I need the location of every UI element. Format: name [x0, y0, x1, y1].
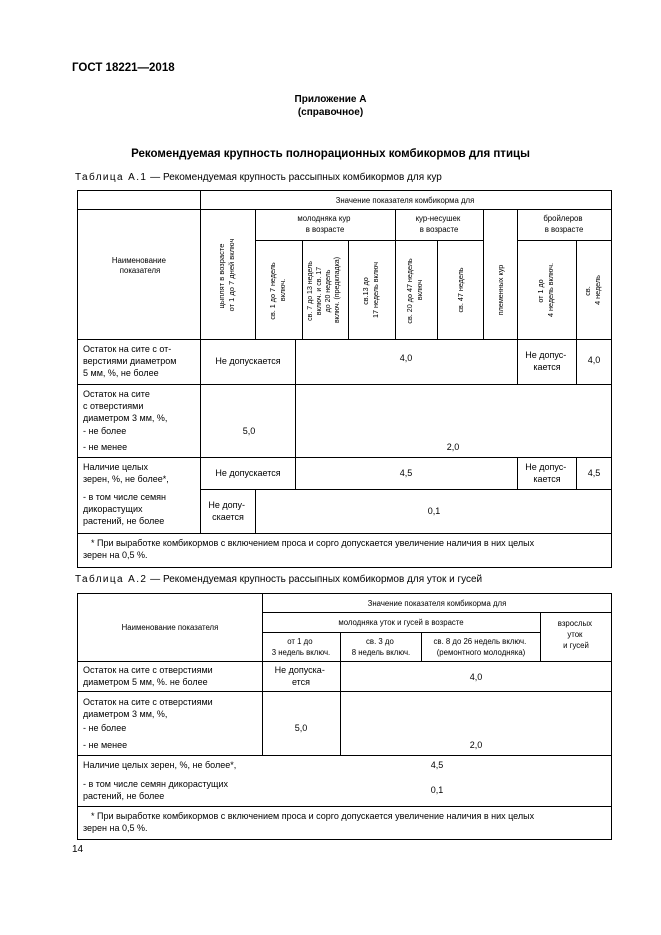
t1-r2-a: 5,0	[242, 426, 256, 436]
page-number: 14	[72, 844, 84, 855]
t1-breeding-line1: племенных кур	[496, 264, 505, 316]
appendix-title: Приложение А	[294, 94, 367, 105]
t1-broilers-group-line1: бройлеров	[543, 214, 583, 223]
table2-caption-text: — Рекомендуемая крупность рассыпных комбикормов для уток и гусей	[147, 574, 483, 585]
t1-young1-line2: включ.	[278, 278, 287, 302]
t1-r2-label-line3: диаметром 3 мм, %,	[83, 413, 168, 423]
t2-r1-label	[83, 665, 215, 687]
t1-r3-d: 4,5	[587, 468, 601, 478]
t2-r1-label-line1: Остаток на сите с отверстиями	[83, 665, 213, 675]
t1-r2-label	[83, 389, 167, 423]
t2-adults-line2: уток	[567, 630, 583, 639]
table2-caption	[75, 574, 482, 585]
t1-r4-label-line1: - в том числе семян	[83, 492, 167, 502]
t2-young2-line2: 8 недель включ.	[351, 648, 411, 657]
t1-young3-line1: св.13 до	[361, 277, 370, 305]
t1-young3-line2: 17 недель включ	[371, 262, 380, 318]
t2-adults-line3: и гусей	[563, 641, 589, 650]
t1-breeding-header	[496, 265, 505, 315]
t1-chicks-line1: цыплят в возрасте	[217, 243, 226, 309]
t2-footnote-line2: зерен на 0,5 %.	[83, 823, 148, 833]
t1-young-group	[297, 214, 352, 234]
t1-r4-a	[208, 500, 247, 522]
t1-r3-a: Не допускается	[215, 468, 281, 478]
t2-indicator-header: Наименование показателя	[121, 623, 219, 632]
t2-r2-max-label: - не более	[83, 723, 127, 733]
t2-r2-b: 2,0	[469, 740, 483, 750]
t2-r2-a: 5,0	[294, 723, 308, 733]
t1-r3-label-line2: зерен, %, не более*,	[83, 474, 169, 484]
t2-r4-a: 0,1	[430, 785, 444, 795]
t1-young2-header	[307, 257, 341, 323]
t1-r1-label-line3: 5 мм, %, не более	[83, 368, 159, 378]
t1-young2-line1: св. 7 до 13 недель	[307, 261, 314, 321]
t2-r1-a	[275, 665, 328, 687]
t1-r4-label-line2: дикорастущих	[83, 504, 143, 514]
t2-adults-header	[558, 619, 594, 650]
t1-footnote	[83, 538, 537, 560]
t1-r2-label-line2: с отверстиями	[83, 401, 144, 411]
t1-indicator-header	[112, 256, 168, 275]
t1-broilers1-line1: от 1 до	[536, 279, 545, 303]
t1-broilers2-line1: св.	[583, 286, 592, 296]
document-header: ГОСТ 18221—2018	[72, 62, 175, 74]
table2-caption-prefix: Таблица А.2	[75, 574, 148, 585]
main-title: Рекомендуемая крупность полнорационных комбикормов для птицы	[131, 148, 530, 160]
t1-r3-label	[83, 462, 169, 484]
t1-r1-a: Не допускается	[215, 356, 281, 366]
t1-r2-b: 2,0	[446, 442, 460, 452]
table1-grid	[78, 191, 612, 568]
t1-layers-group-line2: в возрасте	[419, 225, 459, 234]
t1-young3-header	[361, 262, 380, 318]
t1-r3-label-line1: Наличие целых	[83, 462, 148, 472]
t1-young2-line3: до 20 недель	[325, 269, 332, 313]
t2-value-group: Значение показателя комбикорма для	[367, 599, 507, 608]
t1-r4-label	[83, 492, 169, 526]
t1-r1-d: 4,0	[587, 355, 601, 365]
t1-indicator-line1: Наименование	[111, 256, 166, 265]
t1-broilers2-header	[583, 275, 602, 305]
table1-caption-text: — Рекомендуемая крупность рассыпных комбикормов для кур	[147, 172, 442, 183]
t1-layers2-line1: св. 47 недель	[456, 267, 465, 313]
t1-r1-label-line1: Остаток на сите с от-	[83, 344, 172, 354]
t1-r3-c-line2: кается	[533, 474, 561, 484]
t1-layers-group	[416, 214, 463, 234]
t1-young1-line1: св. 1 до 7 недель	[268, 262, 277, 320]
t1-broilers1-line2: 4 недель включ.	[546, 263, 555, 317]
t2-adults-line1: взрослых	[557, 619, 593, 628]
t1-r3-c	[525, 462, 569, 484]
t1-r1-c-line2: кается	[533, 362, 561, 372]
t2-young1-line1: от 1 до	[287, 637, 313, 646]
t1-young2-line2: включ. и св. 17	[316, 266, 323, 316]
t1-broilers2-line2: 4 недель	[593, 275, 602, 305]
t2-young1-line2: 3 недель включ.	[271, 648, 331, 657]
t2-r4-label-line2: растений, не более	[83, 791, 165, 801]
t2-young3-line1: св. 8 до 26 недель включ.	[433, 637, 527, 646]
t2-young3-header	[434, 637, 529, 657]
t1-r3-b: 4,5	[399, 468, 413, 478]
t1-r1-label	[83, 344, 179, 378]
table1-caption-prefix: Таблица А.1	[75, 172, 148, 183]
t1-broilers-group-line2: в возрасте	[544, 225, 584, 234]
t2-young-group: молодняка уток и гусей в возрасте	[338, 618, 464, 627]
t2-young2-line1: св. 3 до	[366, 637, 394, 646]
t1-broilers-group	[543, 214, 584, 234]
t1-young-group-line1: молодняка кур	[297, 214, 351, 223]
t1-layers2-header	[456, 267, 465, 312]
t1-r1-b: 4,0	[399, 353, 413, 363]
t2-r2-label	[83, 697, 215, 719]
t2-r1-b: 4,0	[469, 672, 483, 682]
t1-chicks-line2: от 1 до 7 дней включ	[227, 238, 236, 312]
t1-r3-c-line1: Не допус-	[525, 462, 567, 472]
t1-r1-c	[525, 350, 569, 372]
t2-footnote	[83, 811, 537, 833]
t2-r2-label-line2: диаметром 3 мм, %,	[83, 709, 168, 719]
t1-r2-min-label: - не менее	[83, 442, 128, 452]
t1-r4-a-line2: скается	[212, 512, 244, 522]
t1-r4-a-line1: Не допу-	[208, 500, 246, 510]
t1-r2-label-line1: Остаток на сите	[83, 389, 150, 399]
t2-r2-label-line1: Остаток на сите с отверстиями	[83, 697, 213, 707]
t1-young-group-line2: в возрасте	[305, 225, 345, 234]
t2-r4-label-line1: - в том числе семян дикорастущих	[83, 779, 228, 789]
t2-r3-label: Наличие целых зерен, %, не более*,	[83, 760, 237, 770]
t1-r4-label-line3: растений, не более	[83, 516, 165, 526]
t1-young2-line4: включ. (предкладка)	[334, 256, 341, 324]
t1-r4-b: 0,1	[427, 506, 441, 516]
t2-r2-min-label: - не менее	[83, 740, 128, 750]
t1-young1-header	[268, 260, 287, 319]
t1-broilers1-header	[536, 263, 555, 317]
t2-r1-a-line1: Не допуска-	[274, 665, 325, 675]
t1-r2-max-label: - не более	[83, 426, 127, 436]
t2-young1-header	[272, 637, 330, 657]
t1-layers1-line2: включ	[415, 279, 424, 301]
t1-r1-label-line2: верстиями диаметром	[83, 356, 177, 366]
t2-r1-a-line2: ется	[291, 677, 311, 687]
t2-r1-label-line2: диаметром 5 мм, %. не более	[83, 677, 208, 687]
t2-r3-a: 4,5	[430, 760, 444, 770]
t2-r4-label	[83, 779, 231, 801]
t2-footnote-line1: * При выработке комбикормов с включением проса и сорго допускается увеличение наличия в них целых	[91, 811, 535, 821]
t1-layers1-line1: св. 20 до 47 недель	[405, 258, 414, 324]
t1-chicks-header	[217, 239, 236, 312]
t1-footnote-line2: зерен на 0,5 %.	[83, 550, 148, 560]
t1-layers-group-line1: кур-несушек	[415, 214, 461, 223]
t2-young3-line2: (ремонтного молодняка)	[436, 648, 526, 657]
appendix-subtitle: (справочное)	[297, 107, 364, 118]
t2-young2-header	[352, 637, 410, 657]
t1-layers1-header	[405, 256, 424, 323]
t1-value-group: Значение показателя комбикорма для	[335, 196, 475, 205]
t1-footnote-line1: * При выработке комбикормов с включением проса и сорго допускается увеличение наличия в них целых	[91, 538, 535, 548]
t1-r1-c-line1: Не допус-	[525, 350, 567, 360]
t1-indicator-line2: показателя	[119, 266, 161, 275]
